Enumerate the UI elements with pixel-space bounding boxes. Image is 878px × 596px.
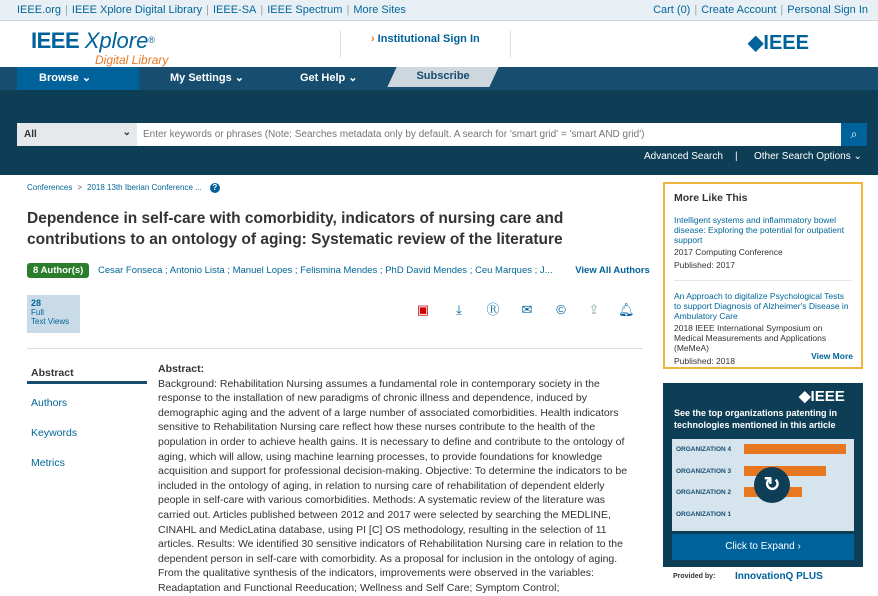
search-links-separator: | (735, 151, 738, 162)
author-list[interactable]: Cesar Fonseca ; Antonio Lista ; Manuel Lopes ; Felismina Mendes ; PhD David Mendes ; Ceu Marques ; J... (97, 265, 553, 276)
divider (674, 280, 852, 281)
related-article-conference: 2018 IEEE International Symposium on Medical Measurements and Applications (MeMeA) (674, 323, 827, 353)
search-scope-value: All (24, 129, 37, 140)
top-utility-bar (0, 0, 878, 21)
abstract-section (158, 362, 634, 596)
my-settings-menu[interactable]: My Settings ⌄ (170, 72, 245, 84)
search-icon: ⌕ (850, 127, 858, 141)
view-more-link[interactable]: View More (811, 351, 853, 361)
related-article-link[interactable]: Intelligent systems and inflammatory bowel disease: Exploring the potential for outpatient support (674, 215, 845, 245)
search-input[interactable] (137, 123, 841, 146)
related-article-published: Published: 2017 (674, 260, 735, 270)
section-divider (27, 348, 643, 349)
share-icon[interactable]: ⇪ (588, 302, 600, 317)
logo-xplore-text: Xplore (84, 28, 149, 53)
chevron-down-icon: ⌄ (853, 151, 862, 162)
ieee-spectrum-link[interactable]: IEEE Spectrum (267, 4, 343, 16)
search-band (0, 90, 878, 175)
breadcrumb-conferences[interactable]: Conferences (27, 183, 73, 192)
browse-menu[interactable]: Browse ⌄ (17, 67, 139, 90)
page-title: Dependence in self-care with comorbidity, indicators of nursing care and contributions to an ontology of aging: Systematic review of the literature (27, 210, 564, 248)
provided-by-label: Provided by: (673, 573, 716, 580)
related-article-conference: 2017 Computing Conference (674, 247, 783, 257)
breadcrumb: Conferences > 2018 13th Iberian Conference ... ? (27, 183, 220, 193)
subscribe-button[interactable]: Subscribe (387, 67, 498, 87)
main-nav (0, 67, 878, 90)
related-article-published: Published: 2018 (674, 356, 735, 366)
views-label-text-views: Text Views (31, 317, 70, 326)
top-right-links: Cart (0) | Create Account | Personal Sign In (653, 4, 868, 16)
innovationq-logo: InnovationQ PLUS (735, 571, 823, 582)
abstract-text: Background: Rehabilitation Nursing assumes a fundamental role in contemporary society in the response to the installation of new paradigms of chronic illness and dependence, induced by demographic aging and the advent of a large number of associated comorbidities. Health indicators sensitive to Rehabilitation Nursing care reflect how these nurses contribute to the health of the population in order to achieve health gains. It is necessary to define and contribute to the ontology of aging, which will allow, using machine learning processes, to provide foundations for knowledge acquisition and support for professional decision-making. Objective: To determine the indicators to be included in the ontology of aging, in relation to nursing care of rehabilitation of dependent elderly people in self-care with various comorbidities. Methods: A systematic review of the literature was carried out. Articles published between 2012 and 2017 were selected by searching the MEDLINE, CINAHL and MedicLatina database, using PI [C] OS methodology, resulting in the selection of 11 articles. Results: We identified 30 sensitive indicators of Rehabilitation Nursing care in relation to the dependent person in self-care with comorbidity. As a proposal for inclusion in the ontology of aging. From the qualitative synthesis of the indicators, improvements were observed in the variables: Readaptation and Functional Reeducation; Wellness and Self Care; Symptom Control; (158, 377, 628, 594)
pdf-icon[interactable]: ▣ (416, 302, 430, 317)
refresh-icon: ↻ (754, 467, 790, 503)
cart-link[interactable]: Cart (0) (653, 4, 691, 16)
ieee-xplore-logo[interactable] (31, 28, 169, 67)
chevron-down-icon: ⌄ (81, 72, 92, 84)
ieee-logo: ◆IEEE (799, 388, 845, 405)
institutional-sign-in-label: Institutional Sign In (377, 33, 480, 45)
ieee-sa-link[interactable]: IEEE-SA (212, 4, 257, 16)
org-label: ORGANIZATION 4 (676, 446, 732, 453)
more-like-this-panel (663, 182, 863, 369)
personal-sign-in-link[interactable]: Personal Sign In (787, 4, 868, 16)
views-label-full: Full (31, 308, 44, 317)
views-count: 28 (31, 298, 42, 308)
chevron-down-icon: ⌄ (234, 72, 245, 84)
breadcrumb-conference[interactable]: 2018 13th Iberian Conference ... (87, 183, 202, 192)
chevron-right-icon: › (371, 33, 375, 45)
more-like-this-heading: More Like This (674, 192, 748, 204)
top-left-links: IEEE.org | IEEE Xplore Digital Library | IEEE-SA | IEEE Spectrum | More Sites (17, 4, 406, 16)
article-section-nav (27, 360, 147, 480)
chevron-down-icon: ⌄ (122, 127, 131, 138)
org-label: ORGANIZATION 3 (676, 468, 732, 475)
ad-headline: See the top organizations patenting in technologies mentioned in this article (674, 408, 838, 430)
ieee-logo[interactable]: ◆IEEE (748, 32, 809, 54)
org-label: ORGANIZATION 1 (676, 511, 732, 518)
copyright-icon[interactable]: © (556, 302, 566, 317)
search-button[interactable] (841, 123, 867, 146)
search-scope-select[interactable] (17, 123, 137, 146)
email-icon[interactable]: ✉ (521, 302, 533, 317)
list-item (674, 215, 852, 270)
brand-bar (0, 21, 878, 67)
section-tab-metrics[interactable]: Metrics (31, 457, 65, 469)
section-tab-keywords[interactable]: Keywords (31, 427, 78, 439)
innovationq-ad[interactable] (663, 383, 863, 587)
logo-digital-library-text: Digital Library (95, 53, 169, 67)
author-count-badge[interactable]: 8 Author(s) (27, 263, 89, 278)
ad-footer (663, 567, 863, 587)
create-account-link[interactable]: Create Account (701, 4, 777, 16)
other-search-options-link[interactable]: Other Search Options ⌄ (754, 151, 862, 162)
rights-permissions-icon[interactable]: Ⓡ (486, 302, 500, 317)
section-tab-abstract[interactable]: Abstract (27, 360, 147, 384)
logo-registered-mark: ® (148, 35, 155, 45)
xplore-link[interactable]: IEEE Xplore Digital Library (71, 4, 203, 16)
chevron-down-icon: ⌄ (348, 72, 358, 84)
institutional-sign-in-button[interactable] (340, 31, 511, 57)
download-icon[interactable]: ⤓ (456, 302, 462, 317)
org-label: ORGANIZATION 2 (676, 489, 732, 496)
get-help-menu[interactable]: Get Help ⌄ (300, 72, 358, 84)
org-bar (744, 444, 846, 454)
abstract-heading: Abstract: (158, 363, 205, 375)
ieee-org-link[interactable]: IEEE.org (17, 4, 62, 16)
logo-ieee-text: IEEE (31, 28, 85, 53)
authors-row (27, 263, 650, 279)
ad-org-chart (672, 439, 854, 531)
section-tab-authors[interactable]: Authors (31, 397, 68, 409)
advanced-search-link[interactable]: Advanced Search (644, 151, 723, 162)
related-article-link[interactable]: An Approach to digitalize Psychological Tests to support Diagnosis of Alzheimer's Disease in Ambulatory Care (674, 291, 849, 321)
more-sites-link[interactable]: More Sites (353, 4, 406, 16)
full-text-views-badge (27, 295, 80, 333)
click-to-expand-button[interactable]: Click to Expand › (672, 534, 854, 560)
view-all-authors-link[interactable]: View All Authors (575, 265, 650, 276)
help-icon[interactable]: ? (210, 183, 220, 193)
bell-icon[interactable]: 🔔︎ (618, 302, 635, 317)
